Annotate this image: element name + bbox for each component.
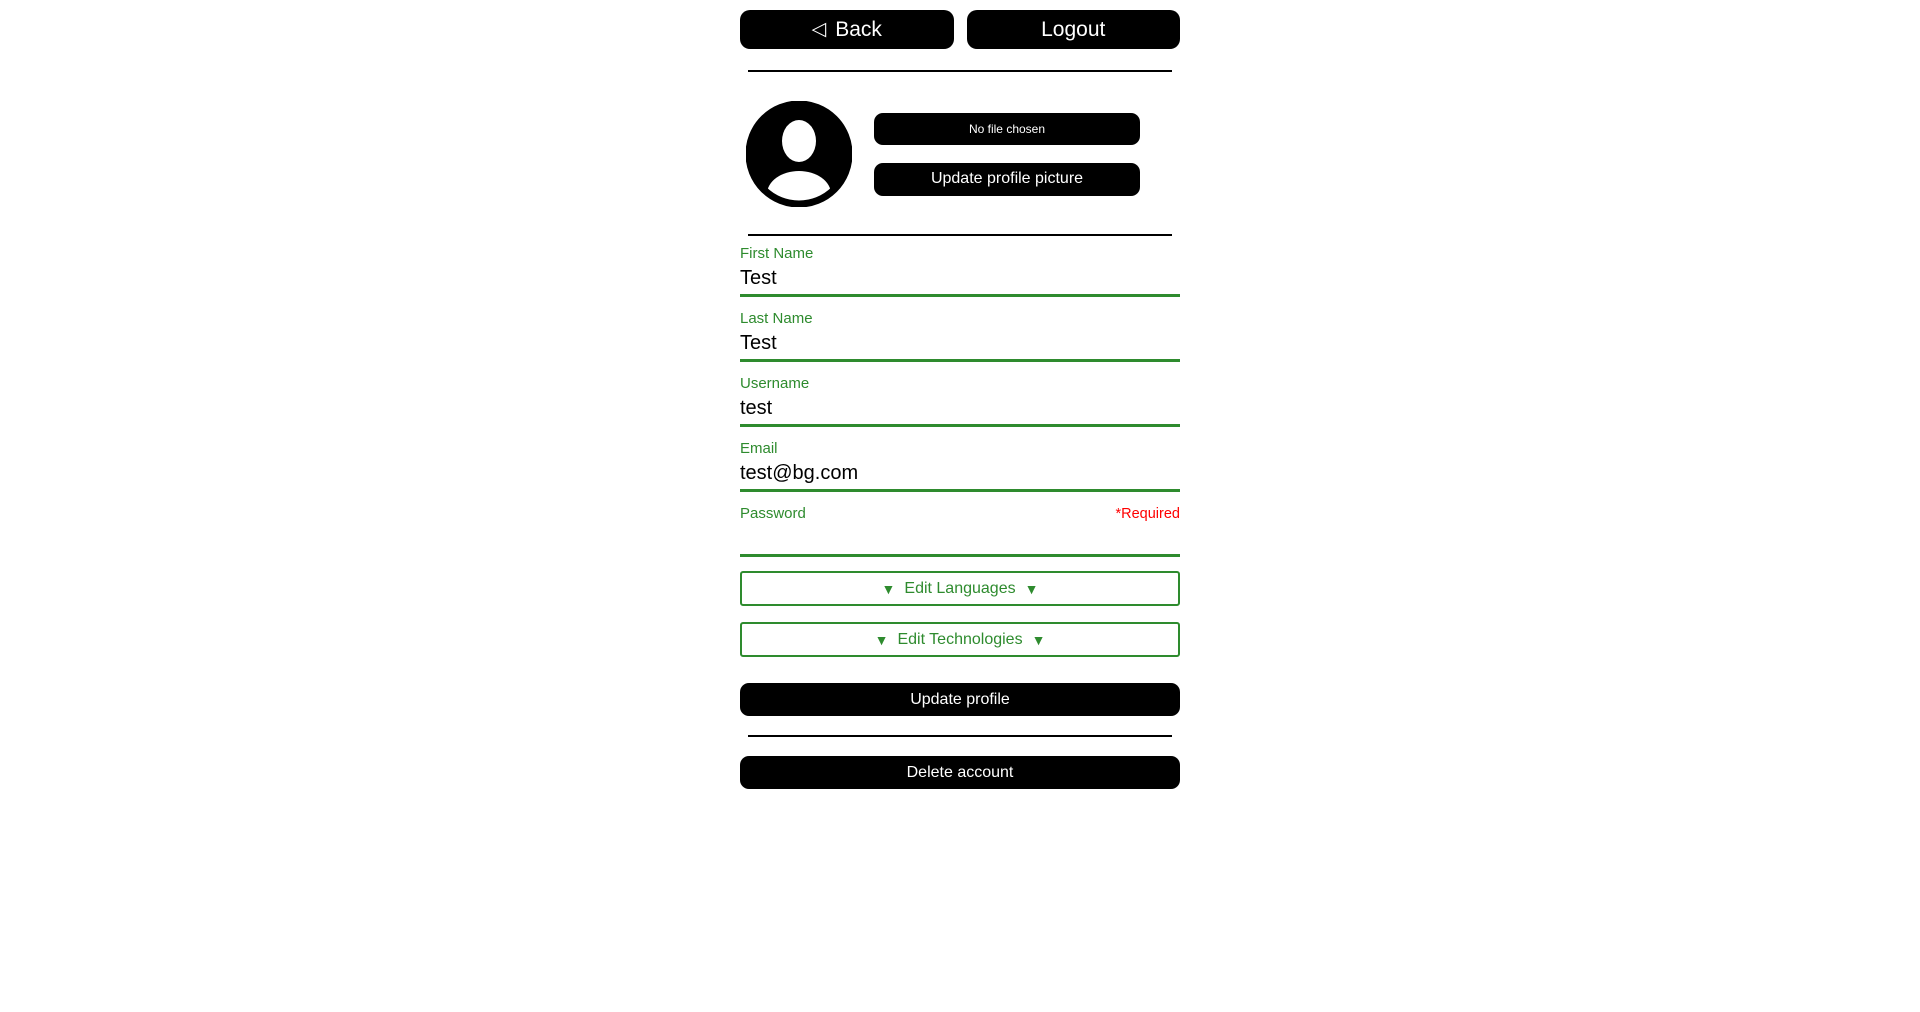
topbar (740, 10, 1180, 49)
back-arrow-icon: ◁ (811, 19, 827, 40)
file-input-label: No file chosen (968, 121, 1046, 136)
profile-picture-section (740, 101, 1180, 207)
profile-form (740, 245, 1180, 789)
chevron-down-icon: ▼ (874, 631, 889, 648)
first-name-field (740, 245, 1180, 297)
last-name-label: Last Name (740, 310, 813, 327)
last-name-field (740, 310, 1180, 362)
update-picture-label: Update profile picture (930, 170, 1084, 187)
email-label: Email (740, 440, 778, 457)
last-name-input[interactable] (740, 328, 1180, 362)
password-field (740, 505, 1180, 557)
password-required-note: *Required (1115, 506, 1180, 522)
email-field (740, 440, 1180, 492)
file-input-button[interactable] (874, 113, 1140, 145)
avatar-person-icon (746, 101, 852, 207)
profile-page (740, 0, 1180, 789)
username-field (740, 375, 1180, 427)
divider-top (748, 70, 1172, 72)
edit-technologies-label: Edit Technologies (897, 630, 1023, 648)
delete-account-button[interactable] (740, 756, 1180, 789)
divider-picture (748, 234, 1172, 236)
edit-languages-label: Edit Languages (904, 579, 1016, 597)
back-button-label: Back (835, 17, 882, 41)
back-button[interactable] (740, 10, 954, 49)
first-name-input[interactable] (740, 263, 1180, 297)
username-input[interactable] (740, 393, 1180, 427)
chevron-down-icon: ▼ (1031, 631, 1046, 648)
email-input[interactable] (740, 458, 1180, 492)
logout-button-label: Logout (1041, 17, 1106, 41)
username-label: Username (740, 375, 810, 392)
update-picture-button[interactable] (874, 163, 1140, 196)
password-label: Password (740, 505, 806, 522)
first-name-label: First Name (740, 245, 814, 262)
update-profile-label: Update profile (910, 690, 1010, 708)
password-input[interactable] (740, 523, 1180, 557)
chevron-down-icon: ▼ (1024, 580, 1039, 597)
edit-technologies-toggle[interactable] (740, 622, 1180, 657)
update-profile-button[interactable] (740, 683, 1180, 716)
chevron-down-icon: ▼ (881, 580, 896, 597)
delete-account-label: Delete account (906, 763, 1014, 781)
edit-languages-toggle[interactable] (740, 571, 1180, 606)
logout-button[interactable] (967, 10, 1181, 49)
picture-buttons (874, 113, 1140, 196)
divider-bottom (748, 735, 1172, 737)
